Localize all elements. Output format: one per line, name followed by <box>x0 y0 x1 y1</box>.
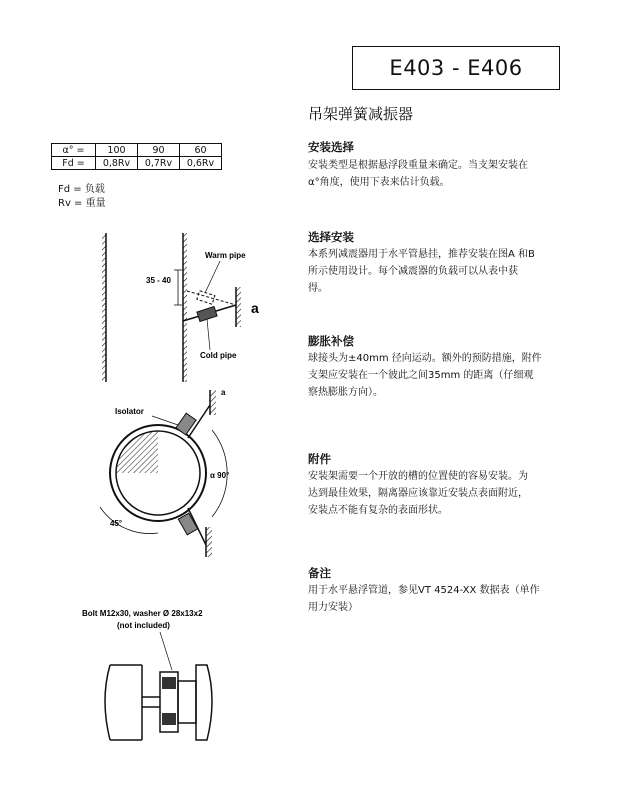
text-line: α°角度，使用下表来估计负载。 <box>308 177 450 188</box>
table-row <box>52 144 222 157</box>
section-title-expansion: 膨胀补偿 <box>308 334 354 348</box>
label-a-small: a <box>221 388 226 397</box>
cold-pipe-label: Cold pipe <box>200 351 237 360</box>
text-line: 本系列减震器用于水平管悬挂，推荐安装在图A 和B <box>308 249 535 260</box>
section-title-select-install: 选择安装 <box>308 230 354 244</box>
section-body-notes <box>308 582 573 616</box>
document-title: 吊架弹簧减振器 <box>308 105 414 123</box>
section-body-accessories <box>308 468 573 519</box>
table-cell: 90 <box>138 144 180 157</box>
warm-pipe-label: Warm pipe <box>205 251 246 260</box>
text-line: 所示使用设计。每个减震器的负载可以从表中获 <box>308 266 518 277</box>
table-cell: 60 <box>180 144 222 157</box>
model-number: E403 - E406 <box>389 56 523 80</box>
model-number-box <box>352 46 560 90</box>
label-a: a <box>251 300 259 316</box>
text-line: 支架应安装在一个彼此之间35mm 的距离（仔细观 <box>308 370 534 381</box>
table-cell: 0,6Rv <box>180 157 222 170</box>
text-line: 用力安装） <box>308 602 358 613</box>
load-coefficient-table <box>51 143 222 170</box>
section-body-select-install <box>308 246 573 297</box>
legend-fd: Fd = 负载 <box>58 184 105 195</box>
table-row-label: α° = <box>52 144 96 157</box>
section-title-accessories: 附件 <box>308 452 331 466</box>
bolt-spec-label: Bolt M12x30, washer Ø 28x13x2 <box>82 609 203 618</box>
section-title-notes: 备注 <box>308 566 331 580</box>
angle-90-label: α 90° <box>210 471 230 480</box>
text-line: 用于水平悬浮管道，参见VT 4524-XX 数据表（单作 <box>308 585 540 596</box>
text-line: 达到最佳效果，隔离器应该靠近安装点表面附近， <box>308 488 528 499</box>
table-row-label: Fd = <box>52 157 96 170</box>
bolt-note-label: (not included) <box>117 621 170 630</box>
table-cell: 0,7Rv <box>138 157 180 170</box>
text-line: 安装点不能有复杂的表面形状。 <box>308 505 448 516</box>
text-line: 安装架需要一个开放的槽的位置使的容易安装。为 <box>308 471 528 482</box>
isolator-label: Isolator <box>115 407 144 416</box>
text-line: 得。 <box>308 283 328 294</box>
table-cell: 0,8Rv <box>96 157 138 170</box>
angle-45-label: 45° <box>110 519 123 528</box>
figure-a-vertical-pipe <box>102 233 259 382</box>
table-cell: 100 <box>96 144 138 157</box>
section-title-install-choice: 安装选择 <box>308 140 354 154</box>
figure-c-bolt-detail <box>82 609 212 740</box>
dimension-label: 35 - 40 <box>146 276 171 285</box>
section-body-install-choice <box>308 157 573 191</box>
installation-diagrams <box>70 225 295 790</box>
figure-b-pipe-section <box>100 388 229 557</box>
table-row <box>52 157 222 170</box>
text-line: 球接头为±40mm 径向运动。额外的预防措施，附件 <box>308 353 542 364</box>
legend-rv: Rv = 重量 <box>58 198 106 209</box>
text-line: 察热膨胀方向）。 <box>308 387 383 398</box>
text-line: 安装类型是根据悬浮段重量来确定。当支架安装在 <box>308 160 528 171</box>
section-body-expansion <box>308 350 573 401</box>
